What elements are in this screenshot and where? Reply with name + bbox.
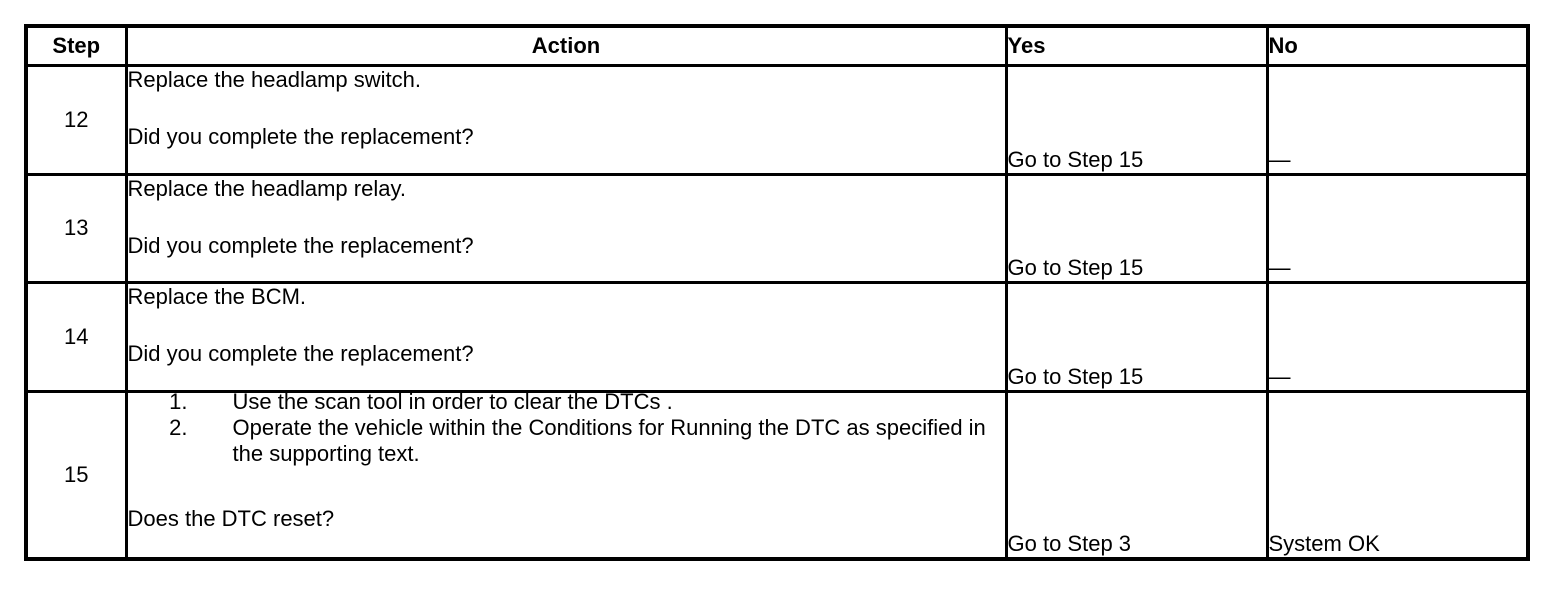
table-row bbox=[26, 174, 1528, 283]
step-number: 12 bbox=[26, 66, 126, 175]
substep-item bbox=[128, 389, 1005, 415]
header-action: Action bbox=[126, 26, 1006, 66]
step-number: 14 bbox=[26, 283, 126, 392]
diagnostic-table bbox=[24, 24, 1530, 561]
yes-cell: Go to Step 15 bbox=[1006, 283, 1267, 392]
no-cell: — bbox=[1267, 283, 1528, 392]
step-number: 15 bbox=[26, 391, 126, 559]
action-statement: Replace the BCM. bbox=[127, 284, 307, 310]
substep-number: 1. bbox=[169, 388, 188, 414]
action-cell bbox=[126, 66, 1006, 175]
action-question: Did you complete the replacement? bbox=[127, 232, 474, 258]
step-number: 13 bbox=[26, 174, 126, 283]
header-step: Step bbox=[26, 26, 126, 66]
table-row bbox=[26, 391, 1528, 559]
action-statement: Replace the headlamp relay. bbox=[127, 175, 406, 201]
substep-item bbox=[128, 415, 1005, 467]
action-cell bbox=[126, 388, 1006, 559]
no-cell: System OK bbox=[1267, 391, 1528, 559]
action-cell bbox=[126, 283, 1006, 392]
substep-text: Use the scan tool in order to clear the DTCs . bbox=[232, 388, 673, 414]
table-row bbox=[26, 66, 1528, 175]
header-no: No bbox=[1267, 26, 1528, 66]
yes-cell: Go to Step 3 bbox=[1006, 391, 1267, 559]
yes-cell: Go to Step 15 bbox=[1006, 66, 1267, 175]
substep-text: Operate the vehicle within the Conditions for Running the DTC as specified in the supporting text. bbox=[232, 414, 986, 466]
header-yes: Yes bbox=[1006, 26, 1267, 66]
action-statement: Replace the headlamp switch. bbox=[127, 67, 421, 92]
no-cell: — bbox=[1267, 66, 1528, 175]
no-cell: — bbox=[1267, 174, 1528, 283]
substep-list bbox=[128, 389, 1005, 467]
action-question: Did you complete the replacement? bbox=[127, 341, 474, 367]
table-row bbox=[26, 283, 1528, 392]
yes-cell: Go to Step 15 bbox=[1006, 174, 1267, 283]
action-cell bbox=[126, 174, 1006, 283]
substep-number: 2. bbox=[169, 414, 188, 440]
action-question: Did you complete the replacement? bbox=[127, 124, 474, 149]
header-row bbox=[26, 26, 1528, 66]
action-question: Does the DTC reset? bbox=[127, 505, 335, 531]
